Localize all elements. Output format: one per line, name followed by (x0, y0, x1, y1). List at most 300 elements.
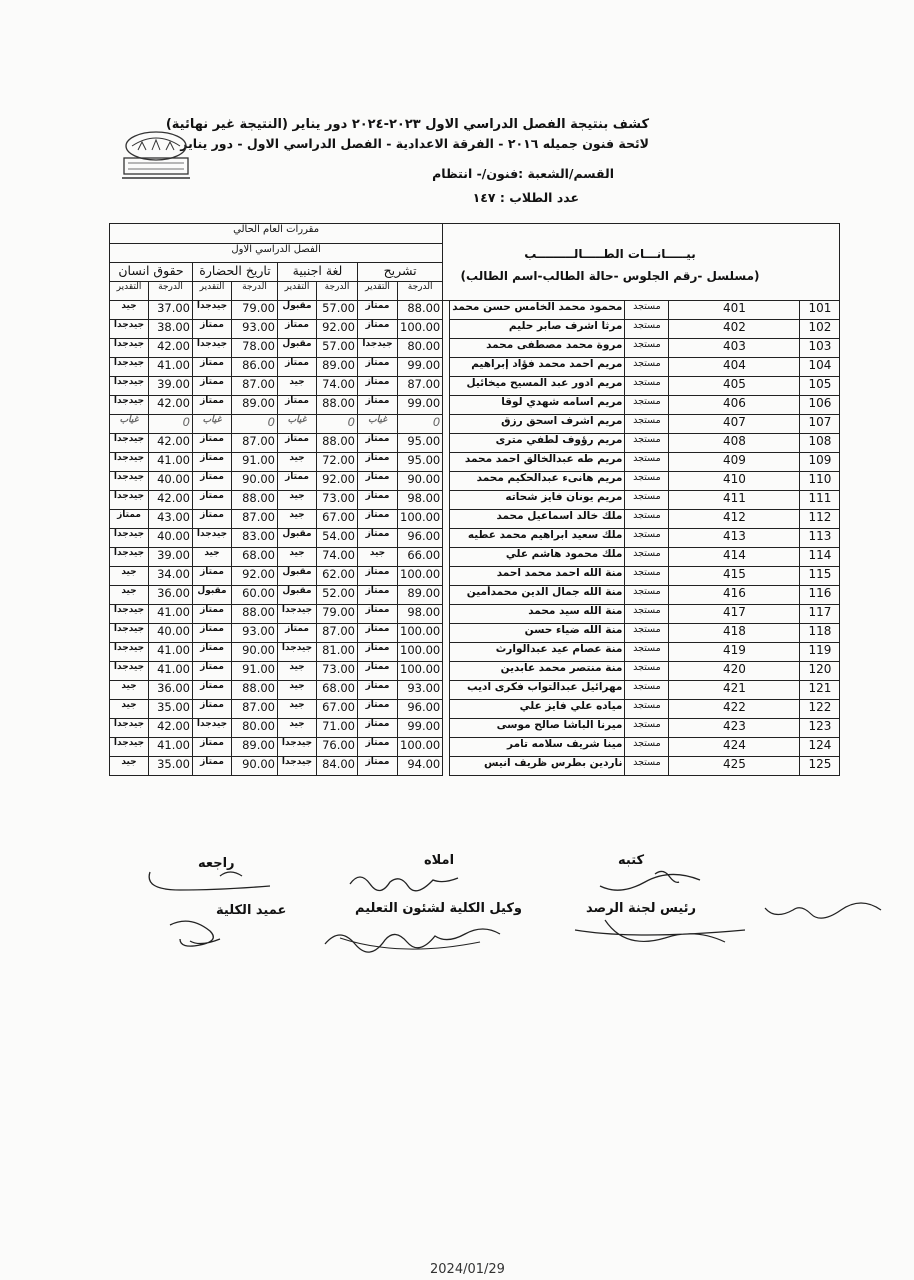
grade-cell: 88.00 (317, 396, 358, 415)
grade-cell: 89.00 (232, 738, 278, 757)
grade-cell: 92.00 (317, 472, 358, 491)
student-name: مينا شريف سلامه تامر (450, 738, 625, 757)
eval-cell: جيدجدا (110, 472, 149, 491)
student-name: ملك محمود هاشم علي (450, 548, 625, 567)
eval-cell: ممتاز (278, 472, 317, 491)
grade-cell: 89.00 (398, 586, 443, 605)
eval-cell: ممتاز (193, 738, 232, 757)
student-status: مستجد (625, 605, 669, 624)
eval-cell: ممتاز (358, 719, 398, 738)
grade-cell: 67.00 (317, 700, 358, 719)
grade-cell: 90.00 (232, 643, 278, 662)
eval-cell: ممتاز (278, 396, 317, 415)
seat-number: 404 (669, 358, 800, 377)
student-name: مريم رؤوف لطفي مترى (450, 434, 625, 453)
serial-number: 110 (800, 472, 840, 491)
eval-cell: جيدجدا (110, 491, 149, 510)
seat-number: 401 (669, 301, 800, 320)
grade-cell: 42.00 (149, 719, 193, 738)
eval-cell: جيد (278, 548, 317, 567)
serial-number: 111 (800, 491, 840, 510)
subject-anatomy: تشريح (358, 263, 443, 282)
grade-cell: 98.00 (398, 491, 443, 510)
grade-cell: 41.00 (149, 662, 193, 681)
seat-number: 414 (669, 548, 800, 567)
table-row (110, 396, 840, 415)
eval-cell: ممتاز (358, 472, 398, 491)
eval-cell: ممتاز (358, 358, 398, 377)
student-status: مستجد (625, 700, 669, 719)
grade-cell: 74.00 (317, 548, 358, 567)
grade-cell: 99.00 (398, 396, 443, 415)
grade-cell: 96.00 (398, 700, 443, 719)
grade-cell: 100.00 (398, 320, 443, 339)
student-name: محمود محمد الخامس حسن محمد (450, 301, 625, 320)
grade-cell: 71.00 (317, 719, 358, 738)
eval-cell: ممتاز (193, 453, 232, 472)
eval-cell: ممتاز (358, 510, 398, 529)
grade-cell: 73.00 (317, 662, 358, 681)
table-row (110, 605, 840, 624)
grade-cell: 87.00 (317, 624, 358, 643)
eval-cell: جيدجدا (110, 719, 149, 738)
eval-cell: جيد (278, 700, 317, 719)
serial-number: 109 (800, 453, 840, 472)
serial-number: 106 (800, 396, 840, 415)
student-status: مستجد (625, 301, 669, 320)
table-row (110, 510, 840, 529)
eval-cell: ممتاز (193, 662, 232, 681)
grade-cell: 90.00 (232, 472, 278, 491)
table-row (110, 738, 840, 757)
grade-cell: 95.00 (398, 434, 443, 453)
grade-cell: 86.00 (232, 358, 278, 377)
student-name: منة الله احمد محمد احمد (450, 567, 625, 586)
grade-cell: 73.00 (317, 491, 358, 510)
eval-cell: ممتاز (193, 605, 232, 624)
department-line: القسم/الشعبة :فنون/- انتظام (432, 166, 614, 181)
student-status: مستجد (625, 757, 669, 776)
table-row (110, 757, 840, 776)
grade-cell: 40.00 (149, 529, 193, 548)
grade-cell: 91.00 (232, 453, 278, 472)
seat-number: 403 (669, 339, 800, 358)
grade-cell: 89.00 (232, 396, 278, 415)
eval-cell: ممتاز (358, 643, 398, 662)
grade-cell: 95.00 (398, 453, 443, 472)
dean-signature (160, 905, 240, 955)
grade-cell: 67.00 (317, 510, 358, 529)
serial-number: 117 (800, 605, 840, 624)
student-status: مستجد (625, 567, 669, 586)
grade-cell: 40.00 (149, 472, 193, 491)
grade-cell: 52.00 (317, 586, 358, 605)
serial-number: 107 (800, 415, 840, 434)
eval-cell: جيدجدا (110, 529, 149, 548)
grade-cell: 74.00 (317, 377, 358, 396)
eval-cell: ممتاز (358, 529, 398, 548)
report-subtitle: لائحة فنون جميله ٢٠١٦ - الفرقة الاعدادية - الفصل الدراسي الاول - دور يناير (180, 136, 649, 151)
grade-label: الدرجة (232, 282, 278, 301)
subject-human-rights: حقوق انسان (110, 263, 193, 282)
grade-cell: 88.00 (232, 491, 278, 510)
courses-title: مقررات العام الحالي (110, 224, 443, 244)
seat-number: 415 (669, 567, 800, 586)
grade-cell: 0 (398, 415, 443, 434)
eval-label: التقدير (278, 282, 317, 301)
student-status: مستجد (625, 415, 669, 434)
grade-cell: 92.00 (232, 567, 278, 586)
grade-cell: 88.00 (398, 301, 443, 320)
committee-head-label: رئيس لجنة الرصد (586, 901, 697, 916)
grade-cell: 36.00 (149, 586, 193, 605)
grade-cell: 34.00 (149, 567, 193, 586)
eval-cell: جيدجدا (110, 453, 149, 472)
grade-cell: 60.00 (232, 586, 278, 605)
grade-cell: 100.00 (398, 624, 443, 643)
eval-cell: جيدجدا (278, 643, 317, 662)
grade-cell: 98.00 (398, 605, 443, 624)
table-row (110, 434, 840, 453)
eval-cell: جيد (278, 453, 317, 472)
student-status: مستجد (625, 377, 669, 396)
eval-cell: جيدجدا (110, 738, 149, 757)
seat-number: 424 (669, 738, 800, 757)
eval-cell: ممتاز (358, 453, 398, 472)
table-row (110, 586, 840, 605)
dictated-signature (345, 866, 465, 896)
student-name: مروة محمد مصطفى محمد (450, 339, 625, 358)
eval-cell: جيدجدا (110, 320, 149, 339)
grade-cell: 42.00 (149, 396, 193, 415)
seat-number: 412 (669, 510, 800, 529)
grade-cell: 62.00 (317, 567, 358, 586)
eval-cell: جيد (358, 548, 398, 567)
seat-number: 413 (669, 529, 800, 548)
grade-cell: 90.00 (232, 757, 278, 776)
grade-cell: 66.00 (398, 548, 443, 567)
eval-cell: ممتاز (193, 643, 232, 662)
subject-foreign-language: لغة اجنبية (278, 263, 358, 282)
eval-label: التقدير (193, 282, 232, 301)
seat-number: 419 (669, 643, 800, 662)
eval-cell: جيدجدا (110, 339, 149, 358)
serial-number: 108 (800, 434, 840, 453)
eval-cell: جيدجدا (110, 548, 149, 567)
eval-cell: جيد (193, 548, 232, 567)
eval-cell: ممتاز (358, 434, 398, 453)
eval-cell: ممتاز (193, 320, 232, 339)
grade-cell: 94.00 (398, 757, 443, 776)
eval-cell: ممتاز (278, 434, 317, 453)
eval-cell: ممتاز (358, 605, 398, 624)
grade-cell: 41.00 (149, 358, 193, 377)
eval-cell: ممتاز (193, 681, 232, 700)
serial-number: 101 (800, 301, 840, 320)
eval-label: التقدير (358, 282, 398, 301)
grade-cell: 42.00 (149, 434, 193, 453)
grade-cell: 68.00 (317, 681, 358, 700)
reviewed-signature (140, 862, 280, 896)
grade-cell: 88.00 (317, 434, 358, 453)
table-row (110, 491, 840, 510)
student-status: مستجد (625, 643, 669, 662)
grade-cell: 100.00 (398, 510, 443, 529)
seat-number: 405 (669, 377, 800, 396)
student-name: منة عصام عيد عبدالوارث (450, 643, 625, 662)
student-status: مستجد (625, 586, 669, 605)
eval-cell: جيدجدا (193, 529, 232, 548)
serial-number: 120 (800, 662, 840, 681)
eval-cell: جيد (110, 567, 149, 586)
grade-cell: 100.00 (398, 662, 443, 681)
eval-cell: جيدجدا (193, 301, 232, 320)
eval-cell: مقبول (278, 339, 317, 358)
seat-number: 411 (669, 491, 800, 510)
dictated-label: املاه (424, 853, 455, 868)
eval-cell: جيد (110, 700, 149, 719)
eval-cell: جيدجدا (110, 624, 149, 643)
serial-number: 104 (800, 358, 840, 377)
serial-number: 103 (800, 339, 840, 358)
student-status: مستجد (625, 548, 669, 567)
grade-cell: 38.00 (149, 320, 193, 339)
student-status: مستجد (625, 738, 669, 757)
grade-cell: 93.00 (232, 320, 278, 339)
eval-cell: ممتاز (193, 624, 232, 643)
table-row (110, 472, 840, 491)
student-data-header (445, 243, 775, 287)
grade-cell: 42.00 (149, 339, 193, 358)
eval-cell: جيدجدا (110, 434, 149, 453)
eval-cell: جيدجدا (110, 605, 149, 624)
eval-cell: ممتاز (193, 757, 232, 776)
eval-cell: ممتاز (193, 377, 232, 396)
serial-number: 102 (800, 320, 840, 339)
seat-number: 425 (669, 757, 800, 776)
eval-cell: مقبول (278, 301, 317, 320)
grade-cell: 87.00 (232, 700, 278, 719)
grade-cell: 41.00 (149, 453, 193, 472)
seat-number: 406 (669, 396, 800, 415)
eval-cell: جيد (110, 681, 149, 700)
grade-cell: 99.00 (398, 719, 443, 738)
eval-cell: ممتاز (193, 510, 232, 529)
eval-cell: ممتاز (358, 738, 398, 757)
student-count: عدد الطلاب : ١٤٧ (472, 190, 579, 205)
eval-cell: جيد (110, 301, 149, 320)
grade-cell: 93.00 (398, 681, 443, 700)
grade-cell: 36.00 (149, 681, 193, 700)
grade-cell: 84.00 (317, 757, 358, 776)
eval-cell: ممتاز (358, 662, 398, 681)
student-status: مستجد (625, 529, 669, 548)
student-status: مستجد (625, 491, 669, 510)
seat-number: 402 (669, 320, 800, 339)
grade-cell: 42.00 (149, 491, 193, 510)
table-row (110, 567, 840, 586)
seat-number: 421 (669, 681, 800, 700)
grade-cell: 37.00 (149, 301, 193, 320)
student-name: مريم يونان فايز شحاته (450, 491, 625, 510)
grade-cell: 80.00 (232, 719, 278, 738)
eval-cell: غياب (358, 415, 398, 434)
seat-number: 422 (669, 700, 800, 719)
student-name: منة منتصر محمد عابدين (450, 662, 625, 681)
seat-number: 408 (669, 434, 800, 453)
eval-cell: ممتاز (358, 681, 398, 700)
grade-label: الدرجة (317, 282, 358, 301)
eval-cell: جيد (278, 662, 317, 681)
seat-number: 407 (669, 415, 800, 434)
eval-cell: ممتاز (358, 301, 398, 320)
eval-cell: جيدجدا (278, 605, 317, 624)
eval-cell: ممتاز (358, 377, 398, 396)
grade-cell: 100.00 (398, 643, 443, 662)
eval-cell: غياب (193, 415, 232, 434)
seat-number: 410 (669, 472, 800, 491)
table-row (110, 377, 840, 396)
table-row (110, 548, 840, 567)
grade-cell: 90.00 (398, 472, 443, 491)
student-status: مستجد (625, 662, 669, 681)
seat-number: 423 (669, 719, 800, 738)
eval-cell: جيد (278, 510, 317, 529)
eval-cell: جيدجدا (110, 358, 149, 377)
eval-cell: جيد (110, 757, 149, 776)
student-data-subtitle: (مسلسل -رقم الجلوس -حالة الطالب-اسم الطالب) (460, 269, 760, 283)
grade-cell: 0 (317, 415, 358, 434)
student-name: ميرنا الباشا صالح موسى (450, 719, 625, 738)
student-name: ملك سعيد ابراهيم محمد عطيه (450, 529, 625, 548)
grade-cell: 79.00 (232, 301, 278, 320)
student-name: منة الله ضياء حسن (450, 624, 625, 643)
grade-cell: 72.00 (317, 453, 358, 472)
serial-number: 115 (800, 567, 840, 586)
eval-cell: ممتاز (358, 586, 398, 605)
eval-cell: جيدجدا (358, 339, 398, 358)
table-row (110, 643, 840, 662)
student-name: مهرائيل عبدالتواب فكرى اديب (450, 681, 625, 700)
eval-cell: ممتاز (358, 567, 398, 586)
grade-cell: 78.00 (232, 339, 278, 358)
vice-dean-signature (320, 918, 510, 958)
student-status: مستجد (625, 472, 669, 491)
dean-label: عميد الكلية (216, 903, 287, 918)
eval-cell: غياب (110, 415, 149, 434)
serial-number: 114 (800, 548, 840, 567)
eval-cell: ممتاز (193, 472, 232, 491)
eval-cell: جيد (278, 719, 317, 738)
grade-cell: 89.00 (317, 358, 358, 377)
seat-number: 409 (669, 453, 800, 472)
student-name: مريم طه عبدالخالق احمد محمد (450, 453, 625, 472)
table-row (110, 662, 840, 681)
seat-number: 418 (669, 624, 800, 643)
table-row (110, 453, 840, 472)
student-name: مريم احمد محمد فؤاد إبراهيم (450, 358, 625, 377)
student-name: منة الله جمال الدين محمدأمين (450, 586, 625, 605)
eval-label: التقدير (110, 282, 149, 301)
student-status: مستجد (625, 320, 669, 339)
grade-cell: 80.00 (398, 339, 443, 358)
student-status: مستجد (625, 719, 669, 738)
serial-number: 113 (800, 529, 840, 548)
grade-label: الدرجة (398, 282, 443, 301)
date-stamp: 2024/01/29 (430, 1262, 505, 1277)
table-row (110, 700, 840, 719)
grade-cell: 87.00 (232, 434, 278, 453)
table-row (110, 358, 840, 377)
grade-cell: 93.00 (232, 624, 278, 643)
seat-number: 417 (669, 605, 800, 624)
eval-cell: ممتاز (193, 491, 232, 510)
eval-cell: جيد (278, 491, 317, 510)
grade-cell: 68.00 (232, 548, 278, 567)
grade-cell: 83.00 (232, 529, 278, 548)
grade-cell: 87.00 (232, 510, 278, 529)
grade-cell: 92.00 (317, 320, 358, 339)
eval-cell: ممتاز (358, 624, 398, 643)
serial-number: 125 (800, 757, 840, 776)
eval-cell: ممتاز (193, 434, 232, 453)
wrote-label: كتبه (618, 853, 645, 868)
student-name: ملك خالد اسماعيل محمد (450, 510, 625, 529)
eval-cell: ممتاز (358, 757, 398, 776)
grade-cell: 79.00 (317, 605, 358, 624)
grade-cell: 88.00 (232, 681, 278, 700)
grade-cell: 35.00 (149, 757, 193, 776)
eval-cell: ممتاز (193, 358, 232, 377)
grade-cell: 100.00 (398, 567, 443, 586)
table-row (110, 681, 840, 700)
grade-cell: 76.00 (317, 738, 358, 757)
student-status: مستجد (625, 510, 669, 529)
semester-label: الفصل الدراسي الاول (110, 244, 443, 263)
eval-cell: جيدجدا (193, 339, 232, 358)
eval-cell: جيدجدا (110, 662, 149, 681)
student-name: مياده علي فايز علي (450, 700, 625, 719)
eval-cell: ممتاز (193, 567, 232, 586)
grade-cell: 87.00 (398, 377, 443, 396)
eval-cell: مقبول (278, 529, 317, 548)
grade-cell: 39.00 (149, 377, 193, 396)
table-row (110, 529, 840, 548)
grade-cell: 40.00 (149, 624, 193, 643)
table-row (110, 624, 840, 643)
results-table (109, 223, 840, 776)
student-data-title: بيـــــانـــات الطـــــالـــــــــب (524, 247, 696, 261)
serial-number: 112 (800, 510, 840, 529)
reviewed-label: راجعه (198, 856, 235, 871)
table-row (110, 339, 840, 358)
grade-cell: 0 (149, 415, 193, 434)
student-name: مريم ادور عبد المسيح ميخائيل (450, 377, 625, 396)
eval-cell: ممتاز (358, 491, 398, 510)
eval-cell: ممتاز (358, 320, 398, 339)
eval-cell: ممتاز (278, 624, 317, 643)
grade-cell: 91.00 (232, 662, 278, 681)
grade-cell: 35.00 (149, 700, 193, 719)
grade-cell: 57.00 (317, 301, 358, 320)
grade-label: الدرجة (149, 282, 193, 301)
grade-cell: 41.00 (149, 643, 193, 662)
committee-signatures (565, 900, 905, 950)
serial-number: 121 (800, 681, 840, 700)
serial-number: 105 (800, 377, 840, 396)
student-name: منة الله سيد محمد (450, 605, 625, 624)
grade-cell: 100.00 (398, 738, 443, 757)
